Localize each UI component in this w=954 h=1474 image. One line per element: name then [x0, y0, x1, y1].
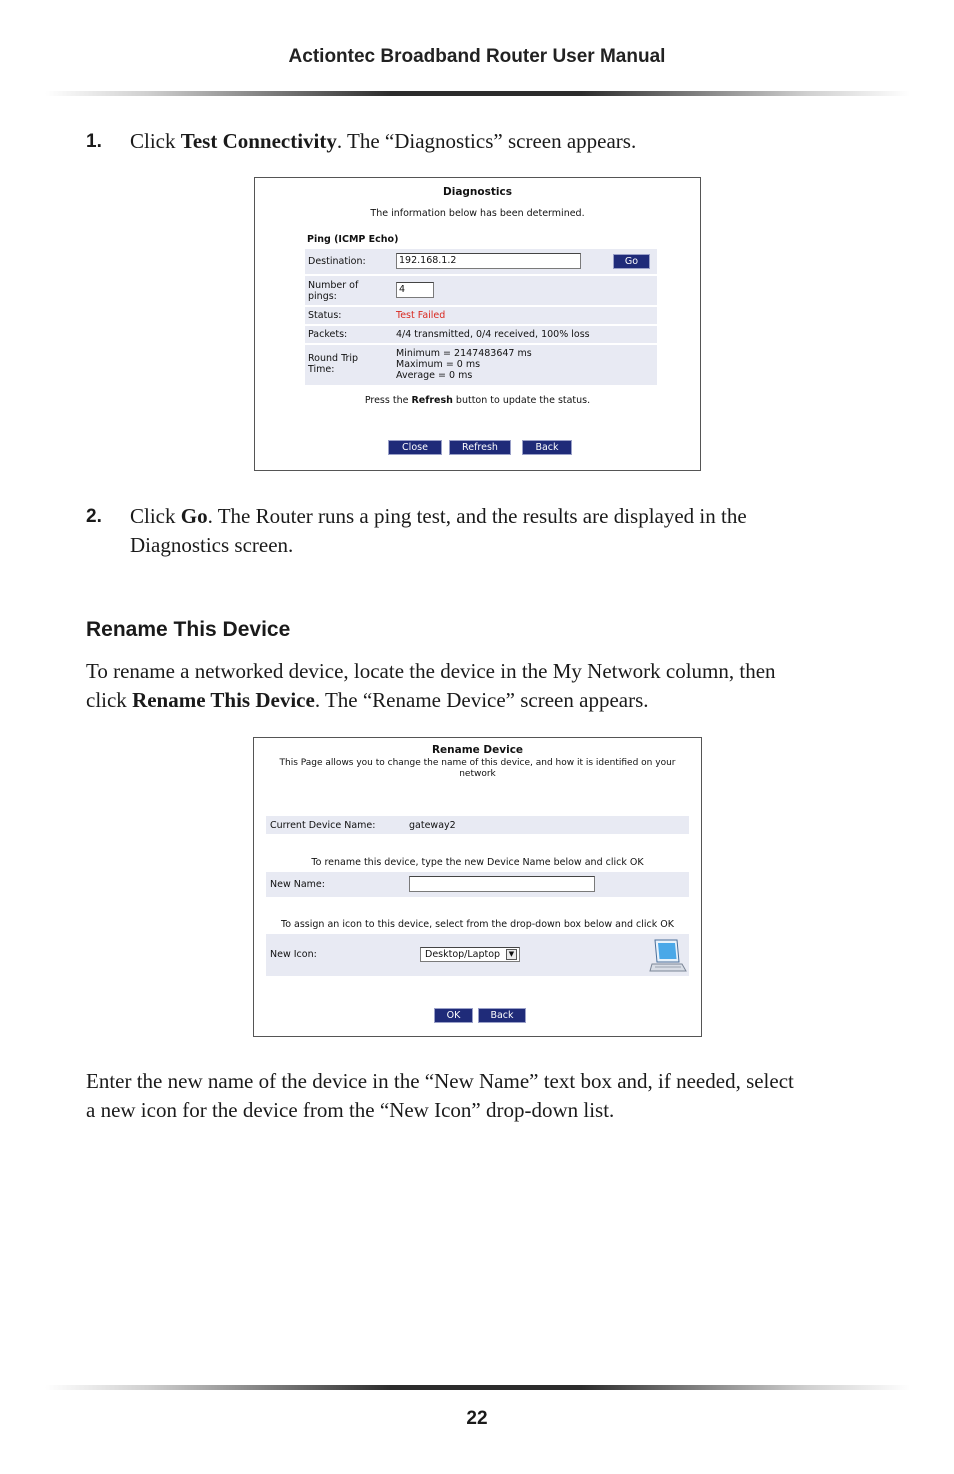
diagnostics-title: Diagnostics	[443, 186, 512, 198]
ping-section-title: Ping (ICMP Echo)	[307, 234, 399, 245]
rtt-maximum: Maximum = 0 ms	[396, 359, 481, 370]
step-2-number: 2.	[86, 506, 102, 527]
new-icon-selected: Desktop/Laptop	[425, 949, 501, 960]
close-button[interactable]: Close	[389, 441, 441, 454]
current-name-value: gateway2	[409, 820, 456, 831]
chevron-down-icon[interactable]: ▼	[506, 949, 517, 960]
status-value: Test Failed	[396, 310, 446, 321]
go-button[interactable]: Go	[614, 255, 649, 268]
page-number: 22	[466, 1408, 488, 1429]
rtt-label-line1: Round Trip	[308, 353, 359, 364]
diagnostics-subtitle: The information below has been determined.	[370, 208, 585, 219]
rename-title: Rename Device	[431, 744, 524, 756]
pings-label-line2: pings:	[308, 291, 337, 302]
refresh-button[interactable]: Refresh	[450, 441, 510, 454]
rtt-label-line2: Time:	[308, 364, 335, 375]
section-heading: Rename This Device	[86, 618, 291, 641]
rename-device-screenshot	[253, 737, 702, 1037]
step-2-text-line1: Click Go. The Router runs a ping test, and the results are displayed in the	[130, 504, 747, 528]
step-1-text: Click Test Connectivity. The “Diagnostics” screen appears.	[130, 129, 637, 153]
new-name-label: New Name:	[270, 879, 325, 890]
closing-line1: Enter the new name of the device in the “New Name” text box and, if needed, select	[86, 1069, 794, 1093]
rename-paragraph-line2: click Rename This Device. The “Rename Device” screen appears.	[86, 688, 649, 712]
desktop-laptop-icon	[649, 938, 687, 974]
pings-label-line1: Number of	[308, 280, 359, 291]
refresh-note: Press the Refresh button to update the status.	[364, 395, 591, 406]
closing-line2: a new icon for the device from the “New Icon” drop-down list.	[86, 1098, 615, 1122]
rename-desc-line1: This Page allows you to change the name of this device, and how it is identified on your	[279, 758, 676, 768]
new-icon-label: New Icon:	[270, 949, 317, 960]
status-row	[305, 307, 657, 324]
rename-hint: To rename this device, type the new Device Name below and click OK	[311, 857, 644, 868]
step-2-text-line2: Diagnostics screen.	[130, 533, 294, 557]
manual-title: Actiontec Broadband Router User Manual	[288, 46, 666, 67]
rtt-minimum: Minimum = 2147483647 ms	[396, 348, 532, 359]
new-name-input[interactable]	[409, 876, 595, 892]
rename-paragraph-line1: To rename a networked device, locate the device in the My Network column, then	[86, 659, 776, 683]
status-label: Status:	[308, 310, 342, 321]
current-name-label: Current Device Name:	[270, 820, 376, 831]
footer-divider	[45, 1385, 910, 1390]
packets-value: 4/4 transmitted, 0/4 received, 100% loss	[396, 329, 590, 340]
back-button[interactable]: Back	[523, 441, 571, 454]
back-button[interactable]: Back	[479, 1009, 525, 1022]
icon-hint: To assign an icon to this device, select from the drop-down box below and click OK	[281, 919, 674, 930]
step-1-number: 1.	[86, 131, 102, 152]
rename-desc-line2: network	[459, 769, 496, 779]
rtt-average: Average = 0 ms	[396, 370, 473, 381]
ok-button[interactable]: OK	[435, 1009, 472, 1022]
destination-input[interactable]: 192.168.1.2	[396, 253, 581, 269]
packets-label: Packets:	[308, 329, 348, 340]
new-icon-select[interactable]	[420, 947, 520, 962]
diagnostics-screenshot	[254, 177, 701, 471]
pings-input[interactable]: 4	[396, 282, 434, 298]
header-divider	[45, 91, 910, 96]
destination-label: Destination:	[308, 256, 366, 267]
